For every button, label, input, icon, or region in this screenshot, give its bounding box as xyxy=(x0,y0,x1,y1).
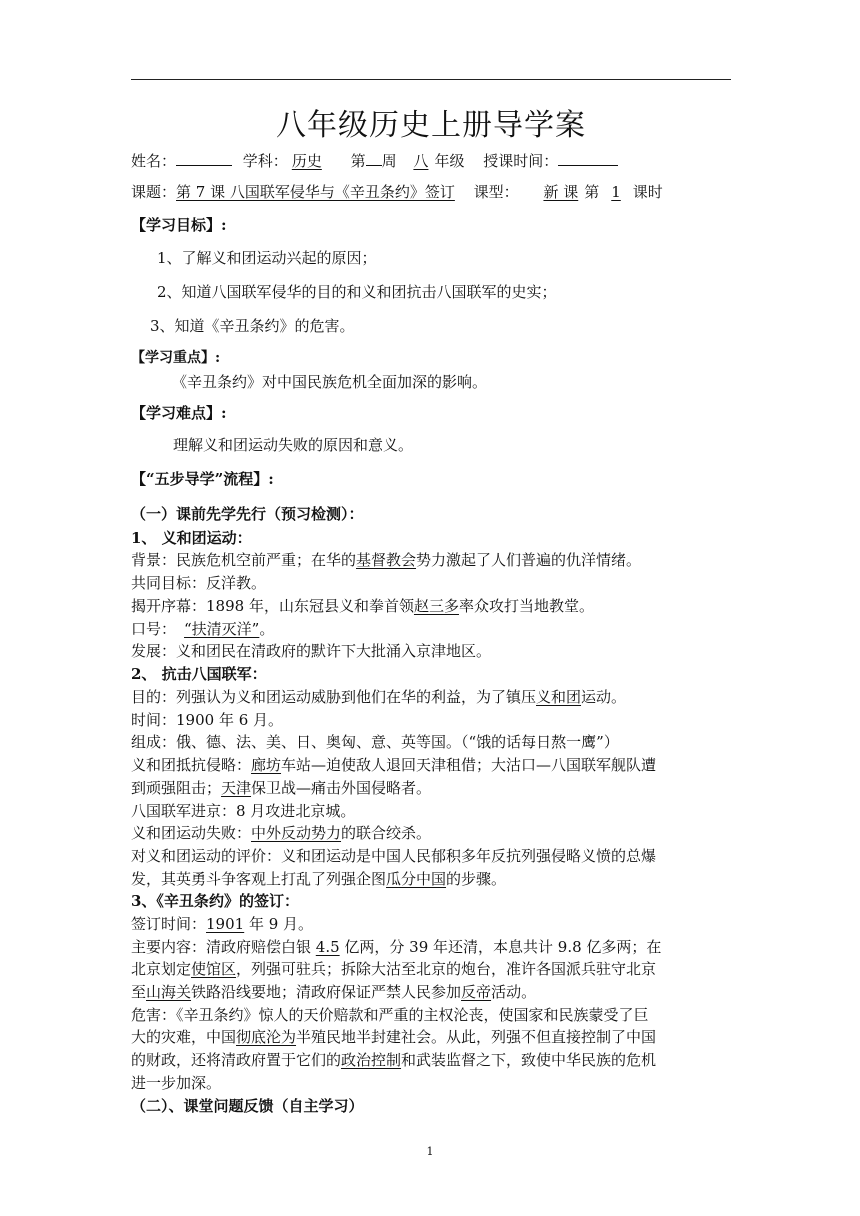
topic-line xyxy=(131,181,663,203)
part1-title: 1、 义和团运动： xyxy=(131,529,252,547)
name-blank xyxy=(176,151,232,166)
part3-title: 3、《辛丑条约》的签订： xyxy=(131,892,299,910)
week-prefix: 第 xyxy=(350,152,366,170)
evaluation-line: 对义和团运动的评价：义和团运动是中国人民郁积多年反抗列强侵略义愤的总爆 xyxy=(131,847,657,865)
goals-heading: 【学习目标】: xyxy=(131,216,227,234)
content-line: 主要内容：清政府赔偿白银 4.5 亿两，分 39 年还清，本息共计 9.8 亿多两；在 xyxy=(131,938,662,956)
aim-line: 目的：列强认为义和团运动威胁到他们在华的利益，为了镇压义和团运动。 xyxy=(131,688,627,706)
harm-line-3: 的财政，还将清政府置于它们的政治控制和武装监督之下，致使中华民族的危机 xyxy=(131,1051,657,1069)
keypoint-heading: 【学习重点】: xyxy=(131,350,221,366)
grade-suffix: 年级 xyxy=(434,152,465,170)
enter-line: 八国联军进京：8 月攻进北京城。 xyxy=(131,802,356,820)
flow-heading: 【“五步导学”流程】: xyxy=(131,470,274,488)
grade-value: 八 xyxy=(413,152,429,170)
harm-line: 危害：《辛丑条约》惊人的天价赔款和严重的主权沦丧，使国家和民族蒙受了巨 xyxy=(131,1006,649,1024)
content-line-2: 北京划定使馆区，列强可驻兵；拆除大沽至北京的炮台，准许各国派兵驻守北京 xyxy=(131,960,657,978)
resist-line: 义和团抵抗侵略：廊坊车站—迫使敌人退回天津租借；大沽口—八国联军舰队遭 xyxy=(131,756,657,774)
content-line-3: 至山海关铁路沿线要地；清政府保证严禁人民参加反帝活动。 xyxy=(131,983,537,1001)
topic-value: 第 7 课 八国联军侵华与《辛丑条约》签订 xyxy=(176,183,455,201)
goal-item: 3、知道《辛丑条约》的危害。 xyxy=(150,317,355,335)
sign-time-line: 签订时间：1901 年 9 月。 xyxy=(131,915,314,933)
page-title: 八年级历史上册导学案 xyxy=(276,108,586,143)
name-label: 姓名： xyxy=(131,152,177,170)
development-line: 发展：义和团民在清政府的默许下大批涌入京津地区。 xyxy=(131,642,492,660)
time-label: 授课时间： xyxy=(483,152,559,170)
harm-line-2: 大的灾难，中国彻底沦为半殖民地半封建社会。从此，列强不但直接控制了中国 xyxy=(131,1028,657,1046)
info-line xyxy=(131,150,618,172)
topic-label: 课题： xyxy=(131,183,177,201)
week-blank xyxy=(366,151,382,166)
section1-heading: （一）课前先学先行（预习检测）： xyxy=(131,505,364,523)
evaluation-line-2: 发，其英勇斗争客观上打乱了列强企图瓜分中国的步骤。 xyxy=(131,870,507,888)
harm-line-4: 进一步加深。 xyxy=(131,1074,222,1092)
subject-value: 历史 xyxy=(291,152,322,170)
period-suffix: 课时 xyxy=(632,183,663,201)
difficulty-heading: 【学习难点】: xyxy=(131,404,227,422)
goal-item: 2、知道八国联军侵华的目的和义和团抗击八国联军的史实； xyxy=(157,283,557,301)
section2-heading: （二）、课堂问题反馈（自主学习） xyxy=(131,1097,364,1115)
week-suffix: 周 xyxy=(381,152,397,170)
top-rule xyxy=(131,79,731,80)
slogan-line: 口号： “扶清灭洋”。 xyxy=(131,620,275,638)
members-line: 组成：俄、德、法、美、日、奥匈、意、英等国。（“饿的话每日熬一鹰”） xyxy=(131,733,619,751)
opening-line: 揭开序幕：1898 年，山东冠县义和拳首领赵三多率众攻打当地教堂。 xyxy=(131,597,594,615)
goal-item: 1、了解义和团运动兴起的原因； xyxy=(157,249,377,267)
type-label: 课型： xyxy=(473,183,519,201)
failure-line: 义和团运动失败：中外反动势力的联合绞杀。 xyxy=(131,824,432,842)
period-value: 1 xyxy=(611,183,621,201)
difficulty-text: 理解义和团运动失败的原因和意义。 xyxy=(173,436,414,454)
page-number: 1 xyxy=(426,1145,434,1158)
time-blank xyxy=(558,151,618,166)
resist-line-2: 到顽强阻击；天津保卫战—痛击外国侵略者。 xyxy=(131,779,432,797)
period-prefix: 第 xyxy=(584,183,600,201)
type-value: 新 课 xyxy=(543,183,579,201)
background-line: 背景：民族危机空前严重；在华的基督教会势力激起了人们普遍的仇洋情绪。 xyxy=(131,551,642,569)
subject-label: 学科： xyxy=(242,152,288,170)
time-line: 时间：1900 年 6 月。 xyxy=(131,711,284,729)
part2-title: 2、 抗击八国联军： xyxy=(131,665,267,683)
common-goal-line: 共同目标：反洋教。 xyxy=(131,574,267,592)
keypoint-text: 《辛丑条约》对中国民族危机全面加深的影响。 xyxy=(172,373,488,391)
